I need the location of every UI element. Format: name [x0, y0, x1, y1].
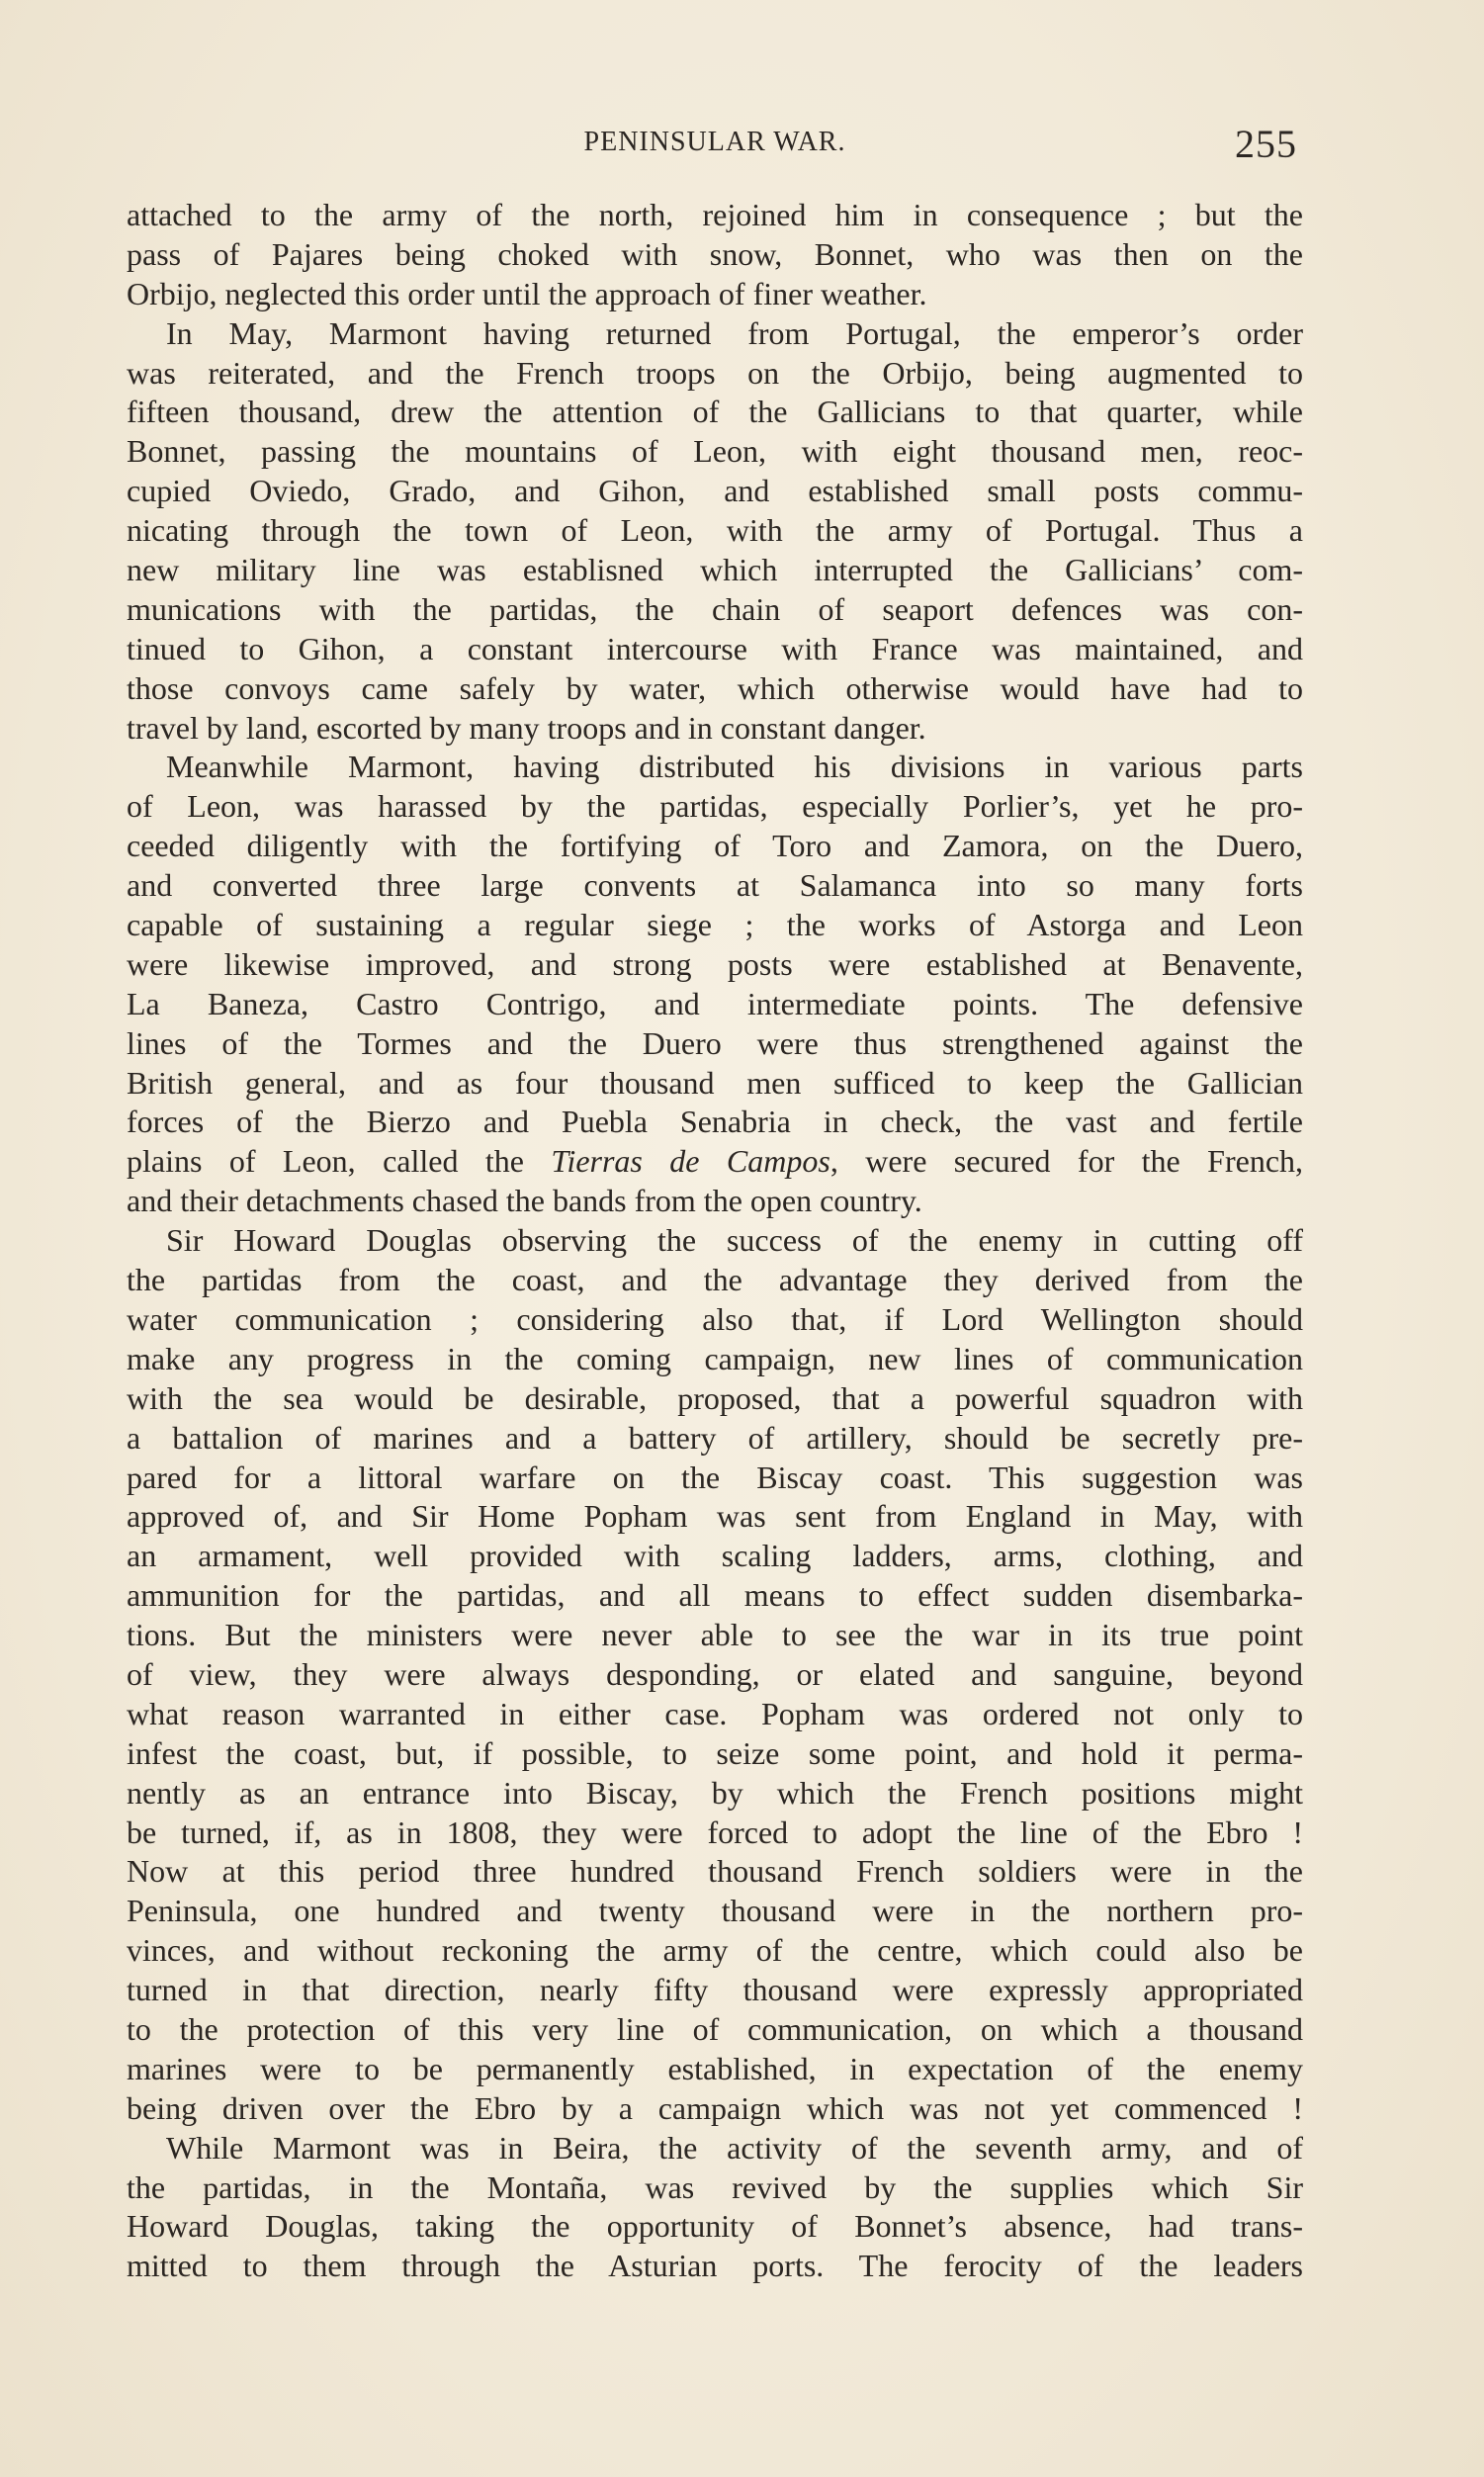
- text-line: capable of sustaining a regular siege ; the works of Astorga and Leon: [127, 907, 1303, 943]
- text-line: tinued to Gihon, a constant intercourse with France was maintained, and: [127, 630, 1303, 666]
- text-line: In May, Marmont having returned from Portugal, the emperor’s order: [166, 314, 1303, 351]
- text-line: ceeded diligently with the fortifying of Toro and Zamora, on the Duero,: [127, 828, 1303, 864]
- text-line: Peninsula, one hundred and twenty thousand were in the northern pro-: [127, 1893, 1303, 1929]
- text-line: munications with the partidas, the chain of seaport defences was con-: [127, 590, 1303, 627]
- text-line: turned in that direction, nearly fifty thousand were expressly appropriated: [127, 1972, 1303, 2008]
- text-line: ammunition for the partidas, and all means to effect sudden disembarka-: [127, 1577, 1303, 1614]
- text-line: and their detachments chased the bands from the open country.: [127, 1183, 922, 1219]
- text-line: of view, they were always desponding, or elated and sanguine, beyond: [127, 1655, 1303, 1692]
- text-line: Howard Douglas, taking the opportunity of Bonnet’s absence, had trans-: [127, 2208, 1303, 2245]
- text-line: what reason warranted in either case. Popham was ordered not only to: [127, 1695, 1303, 1731]
- text-line: be turned, if, as in 1808, they were forced to adopt the line of the Ebro !: [127, 1814, 1303, 1850]
- text-line: make any progress in the coming campaign, new lines of communication: [127, 1340, 1303, 1376]
- text-segment: , were secured for the French,: [829, 1143, 1303, 1180]
- text-line: nicating through the town of Leon, with the army of Portugal. Thus a: [127, 512, 1303, 549]
- text-line: new military line was establisned which interrupted the Gallicians’ com-: [127, 552, 1303, 588]
- text-line: those convoys came safely by water, which otherwise would have had to: [127, 669, 1303, 706]
- body-text: [127, 196, 1303, 2286]
- text-line: lines of the Tormes and the Duero were thus strengthened against the: [127, 1024, 1303, 1061]
- text-line: approved of, and Sir Home Popham was sent from England in May, with: [127, 1498, 1303, 1535]
- page-number: 255: [1235, 122, 1297, 166]
- text-line: a battalion of marines and a battery of artillery, should be secretly pre-: [127, 1419, 1303, 1456]
- italic-place-name: Tierras de Campos: [551, 1143, 830, 1180]
- text-line: water communication ; considering also that, if Lord Wellington should: [127, 1300, 1303, 1337]
- text-line: [127, 1142, 1303, 1182]
- text-line: pass of Pajares being choked with snow, Bonnet, who was then on the: [127, 235, 1303, 272]
- text-line: and converted three large convents at Salamanca into so many forts: [127, 867, 1303, 904]
- text-line: with the sea would be desirable, proposed, that a powerful squadron with: [127, 1379, 1303, 1416]
- text-line: to the protection of this very line of communication, on which a thousand: [127, 2010, 1303, 2047]
- text-line: fifteen thousand, drew the attention of the Gallicians to that quarter, while: [127, 394, 1303, 430]
- text-line: Bonnet, passing the mountains of Leon, with eight thousand men, reoc-: [127, 433, 1303, 470]
- text-segment: plains of Leon, called the: [127, 1143, 552, 1180]
- text-line: La Baneza, Castro Contrigo, and intermediate points. The defensive: [127, 985, 1303, 1021]
- text-line: British general, and as four thousand men sufficed to keep the Gallician: [127, 1064, 1303, 1101]
- text-line: infest the coast, but, if possible, to seize some point, and hold it perma-: [127, 1734, 1303, 1771]
- text-line: nently as an entrance into Biscay, by which the French positions might: [127, 1774, 1303, 1811]
- text-line: were likewise improved, and strong posts were established at Benavente,: [127, 945, 1303, 982]
- text-line: marines were to be permanently established, in expectation of the enemy: [127, 2050, 1303, 2086]
- text-line: Meanwhile Marmont, having distributed his divisions in various parts: [166, 749, 1303, 785]
- text-line: mitted to them through the Asturian ports. The ferocity of the leaders: [127, 2248, 1303, 2284]
- text-line: Sir Howard Douglas observing the success of the enemy in cutting off: [166, 1222, 1303, 1259]
- text-line: vinces, and without reckoning the army of the centre, which could also be: [127, 1932, 1303, 1969]
- text-line: cupied Oviedo, Grado, and Gihon, and established small posts commu-: [127, 473, 1303, 509]
- text-line: was reiterated, and the French troops on the Orbijo, being augmented to: [127, 354, 1303, 391]
- text-line: tions. But the ministers were never able to see the war in its true point: [127, 1617, 1303, 1653]
- text-line: of Leon, was harassed by the partidas, especially Porlier’s, yet he pro-: [127, 788, 1303, 825]
- text-line: an armament, well provided with scaling ladders, arms, clothing, and: [127, 1538, 1303, 1574]
- text-line: travel by land, escorted by many troops and in constant danger.: [127, 709, 926, 746]
- text-line: the partidas, in the Montaña, was revived by the supplies which Sir: [127, 2168, 1303, 2205]
- page-header: [127, 121, 1303, 170]
- text-line: Now at this period three hundred thousand French soldiers were in the: [127, 1853, 1303, 1890]
- text-line: the partidas from the coast, and the advantage they derived from the: [127, 1262, 1303, 1298]
- text-line: While Marmont was in Beira, the activity of the seventh army, and of: [166, 2129, 1303, 2166]
- text-line: being driven over the Ebro by a campaign which was not yet commenced !: [127, 2089, 1303, 2126]
- text-line: pared for a littoral warfare on the Biscay coast. This suggestion was: [127, 1459, 1303, 1495]
- running-title: PENINSULAR WAR.: [583, 127, 846, 157]
- text-line: attached to the army of the north, rejoined him in consequence ; but the: [127, 197, 1303, 232]
- text-line: forces of the Bierzo and Puebla Senabria in check, the vast and fertile: [127, 1104, 1303, 1140]
- text-line: Orbijo, neglected this order until the approach of finer weather.: [127, 275, 927, 311]
